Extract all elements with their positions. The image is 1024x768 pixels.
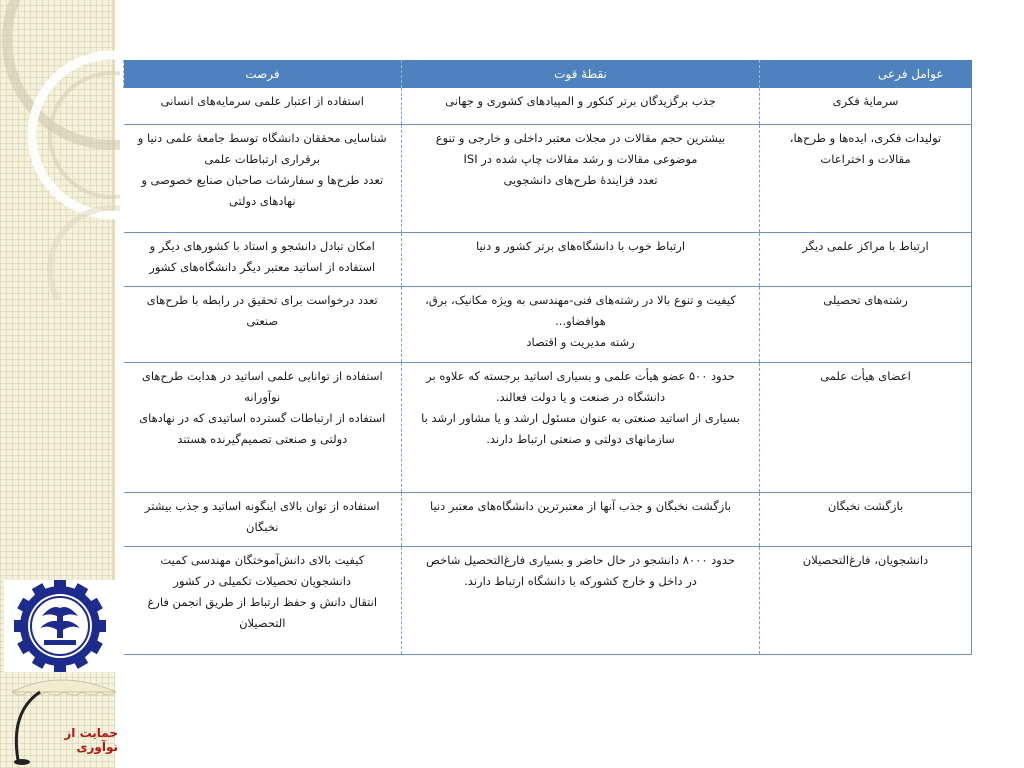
swot-table [123, 60, 972, 655]
table-row [124, 124, 972, 232]
cell-strength: حدود ۵۰۰ عضو هیأت علمی و بسیاری اساتید برجسته که علاوه بر دانشگاه در صنعت و یا دولت فعالند. بسیاری از اساتید صنعتی به عنوان مسئول ارشد و یا مشاور ارشد با سازمانهای دولتی و صنعتی ارتباط دارند. [402, 362, 760, 492]
cell-factor: بازگشت نخبگان [760, 492, 972, 546]
cell-factor: اعضای هیأت علمی [760, 362, 972, 492]
cell-factor: ارتباط با مراکز علمی دیگر [760, 232, 972, 286]
cell-opportunity: تعدد درخواست برای تحقیق در رابطه با طرح‌های صنعتی [124, 286, 402, 362]
header-sub-factors: عوامل فرعی [760, 60, 972, 88]
cell-opportunity: استفاده از اعتبار علمی سرمایه‌های انسانی [124, 88, 402, 124]
cell-opportunity: استفاده از توانایی علمی اساتید در هدایت طرح‌های نوآورانه استفاده از ارتباطات گسترده اساتیدی که در نهادهای دولتی و صنعتی تصمیم‌گیرنده هستند [124, 362, 402, 492]
decorative-circles [0, 0, 120, 300]
cell-strength: بازگشت نخبگان و جذب آنها از معتبرترین دانشگاه‌های معتبر دنیا [402, 492, 760, 546]
cell-opportunity: امکان تبادل دانشجو و استاد با کشورهای دیگر و استفاده از اساتید معتبر دیگر دانشگاه‌های کشور [124, 232, 402, 286]
cell-opportunity: کیفیت بالای دانش‌آموختگان مهندسی کمیت دانشجویان تحصیلات تکمیلی در کشور انتقال دانش و حفظ ارتباط از طریق انجمن فارغ التحصیلان [124, 546, 402, 654]
table-row [124, 232, 972, 286]
cell-opportunity: شناسایی محققان دانشگاه توسط جامعهٔ علمی دنیا و برقراری ارتباطات علمی تعدد طرح‌ها و سفارشات صاحبان صنایع خصوصی و نهادهای دولتی [124, 124, 402, 232]
university-seal-logo [4, 580, 116, 672]
header-opportunities: فرصت [124, 60, 402, 88]
table-row [124, 546, 972, 654]
table-row [124, 362, 972, 492]
table-row [124, 88, 972, 124]
cell-strength: کیفیت و تنوع بالا در رشته‌های فنی-مهندسی به ویژه مکانیک، برق، هوافضاو... رشته مدیریت و اقتصاد [402, 286, 760, 362]
cell-factor: رشته‌های تحصیلی [760, 286, 972, 362]
cell-strength: ارتباط خوب با دانشگاه‌های برتر کشور و دنیا [402, 232, 760, 286]
cell-strength: حدود ۸۰۰۰ دانشجو در حال حاضر و بسیاری فارغ‌التحصیل شاخص در داخل و خارج کشورکه با دانشگاه ارتباط دارند. [402, 546, 760, 654]
cell-factor: دانشجویان، فارغ‌التحصیلان [760, 546, 972, 654]
cell-factor: تولیدات فکری، ایده‌ها و طرح‌ها، مقالات و اختراعات [760, 124, 972, 232]
cell-factor: سرمایهٔ فکری [760, 88, 972, 124]
swot-table-container [123, 60, 971, 655]
cell-strength: جذب برگزیدگان برتر کنکور و المپیادهای کشوری و جهانی [402, 88, 760, 124]
table-header-row [124, 60, 972, 88]
cell-strength: بیشترین حجم مقالات در مجلات معتبر داخلی و خارجی و تنوع موضوعی مقالات و رشد مقالات چاپ شده در ISI تعدد فزایندهٔ طرح‌های دانشجویی [402, 124, 760, 232]
table-row [124, 492, 972, 546]
header-strengths: نقطهٔ قوت [402, 60, 760, 88]
table-row [124, 286, 972, 362]
innovation-support-caption: حمایت از نوآوری [64, 726, 118, 754]
cell-opportunity: استفاده از توان بالای اینگونه اساتید و جذب بیشتر نخبگان [124, 492, 402, 546]
